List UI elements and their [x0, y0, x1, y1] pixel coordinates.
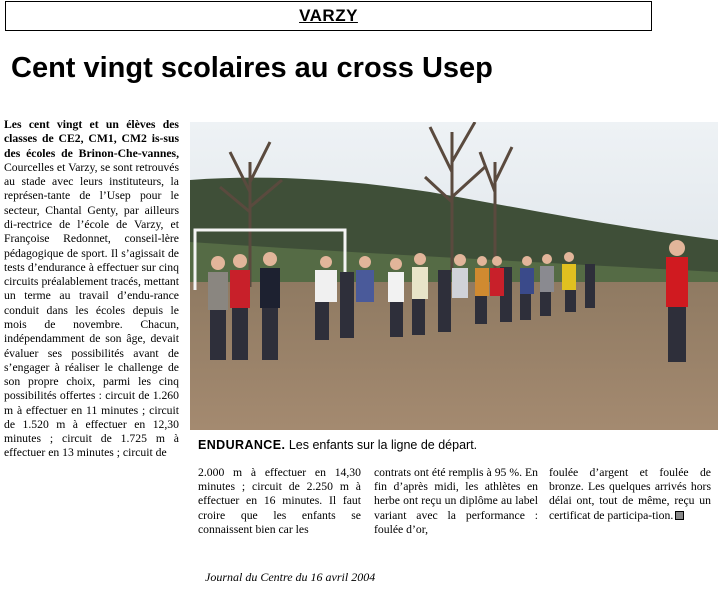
section-header [5, 1, 652, 31]
lead-intro: Les cent vingt et un élèves des classes de CE2, CM1, CM2 is-sus des écoles de Brinon-Che-vannes, [4, 118, 179, 160]
caption-head: ENDURANCE. [198, 438, 286, 452]
source-credit: Journal du Centre du 16 avril 2004 [205, 570, 376, 584]
headline: Cent vingt scolaires au cross Usep [11, 52, 493, 84]
photo-caption [198, 438, 718, 452]
column-4-text: foulée d’argent et foulée de bronze. Les quelques arrivés hors délai ont, tout de même, reçu un certificat de participa-tion. [549, 466, 711, 522]
section-title: VARZY [299, 6, 358, 25]
caption-text: Les enfants sur la ligne de départ. [285, 438, 478, 452]
photo-scene [190, 122, 718, 430]
article-photo [190, 122, 718, 430]
article-column-4 [549, 466, 711, 523]
lead-body: Courcelles et Varzy, se sont retrouvés au stade avec leurs instituteurs, la représen-tante de l’Usep pour le secteur, Chantal Genty, par ailleurs di-rectrice de l’école de Varzy, et Françoise Redonnet, conseil-lère pédagogique de sport. Il s’agissait de tests d’endurance à effectuer sur cinq circuits préalablement tracés, mettant un terme au travail d’endu-rance conduit dans les écoles depuis le mois de novembre. Chacun, indépendamment de son âge, devait évaluer ses possibilités avant de s’engager à réaliser le challenge de son propre choix, parmi les cinq possibilités offertes : circuit de 1.260 m à effectuer en 11 minutes ; circuit de 1.520 m à effectuer en 12,30 minutes ; circuit de 1.725 m à effectuer en 13 minutes ; circuit de [4, 160, 179, 460]
article-column-3: contrats ont été remplis à 95 %. En fin d’après midi, les athlètes en herbe ont reçu un diplôme au label variant avec la performance : foulée d’or, [374, 466, 538, 536]
article-column-2: 2.000 m à effectuer en 14,30 minutes ; circuit de 2.250 m à effectuer en 16 minutes. Il faut croire que les enfants se connaissent bien car les [198, 466, 361, 536]
end-mark-icon [675, 511, 684, 520]
lead-column [4, 118, 179, 461]
